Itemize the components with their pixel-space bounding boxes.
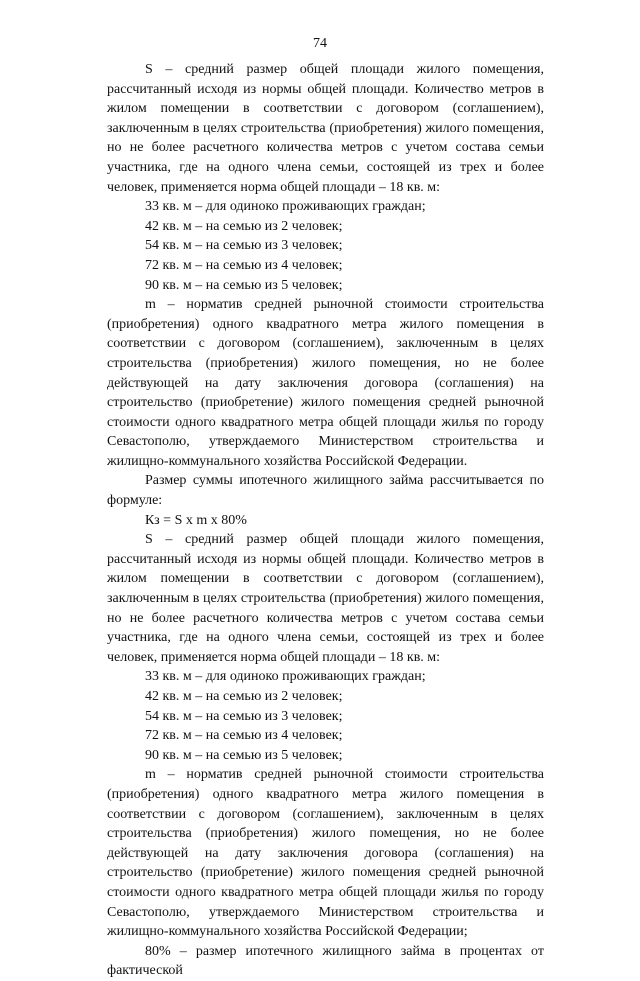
area-norm-item: 54 кв. м – на семью из 3 человек; [145,238,343,254]
area-norm-item: 90 кв. м – на семью из 5 человек; [145,747,343,763]
mortgage-formula: Кз = S x m x 80% [145,512,247,528]
s-definition-paragraph: S – средний размер общей площади жилого помещения, рассчитанный исходя из нормы общей площади. Количество метров в жилом помещении в соответствии с договором (соглашением), заключенным в целях строительства (приобретения) жилого помещения, но не более расчетного количества метров с учетом состава семьи участника, где на одного члена семьи, состоящей из трех и более человек, применяется норма общей площади – 18 кв. м: [107,62,544,195]
area-norm-item: 72 кв. м – на семью из 4 человек; [145,257,343,273]
area-norm-item: 42 кв. м – на семью из 2 человек; [145,689,343,704]
area-norm-item: 42 кв. м – на семью из 2 человек; [145,218,343,234]
area-norm-item: 54 кв. м – на семью из 3 человек; [145,708,343,724]
s-definition-paragraph: S – средний размер общей площади жилого помещения, рассчитанный исходя из нормы общей площади. Количество метров в жилом помещении в соответствии с договором (соглашением), заключенным в целях строительства (приобретения) жилого помещения, но не более расчетного количества метров с учетом состава семьи участника, где на одного члена семьи, состоящей из трех и более человек, применяется норма общей площади – 18 кв. м: [107,532,544,665]
page-number: 74 [313,36,327,51]
mortgage-intro-paragraph: Размер суммы ипотечного жилищного займа рассчитывается по формуле: [107,473,544,509]
area-norm-item: 33 кв. м – для одиноко проживающих граждан; [145,669,426,685]
area-norm-item: 33 кв. м – для одиноко проживающих граждан; [145,199,426,215]
m-definition-paragraph: m – норматив средней рыночной стоимости строительства (приобретения) одного квадратного метра жилого помещения в соответствии с договором (соглашением), заключенным в целях строительства (приобретения) жилого помещения, но не более действующей на дату заключения договора (соглашения) на строительство (приобретение) жилого помещения средней рыночной стоимости одного квадратного метра общей площади жилья по городу Севастополю, утверждаемого Министерством строительства и жилищно-коммунального хозяйства Российской Федерации; [107,767,544,940]
document-body [107,60,544,981]
area-norm-item: 72 кв. м – на семью из 4 человек; [145,728,343,744]
m-definition-paragraph: m – норматив средней рыночной стоимости строительства (приобретения) одного квадратного метра жилого помещения в соответствии с договором (соглашением), заключенным в целях строительства (приобретения) жилого помещения, но не более действующей на дату заключения договора (соглашения) на строительство (приобретение) жилого помещения средней рыночной стоимости одного квадратного метра общей площади жилья по городу Севастополю, утверждаемого Министерством строительства и жилищно-коммунального хозяйства Российской Федерации. [107,297,544,469]
area-norm-item: 90 кв. м – на семью из 5 человек; [145,277,343,293]
percent-definition-paragraph: 80% – размер ипотечного жилищного займа в процентах от фактической [107,943,544,979]
